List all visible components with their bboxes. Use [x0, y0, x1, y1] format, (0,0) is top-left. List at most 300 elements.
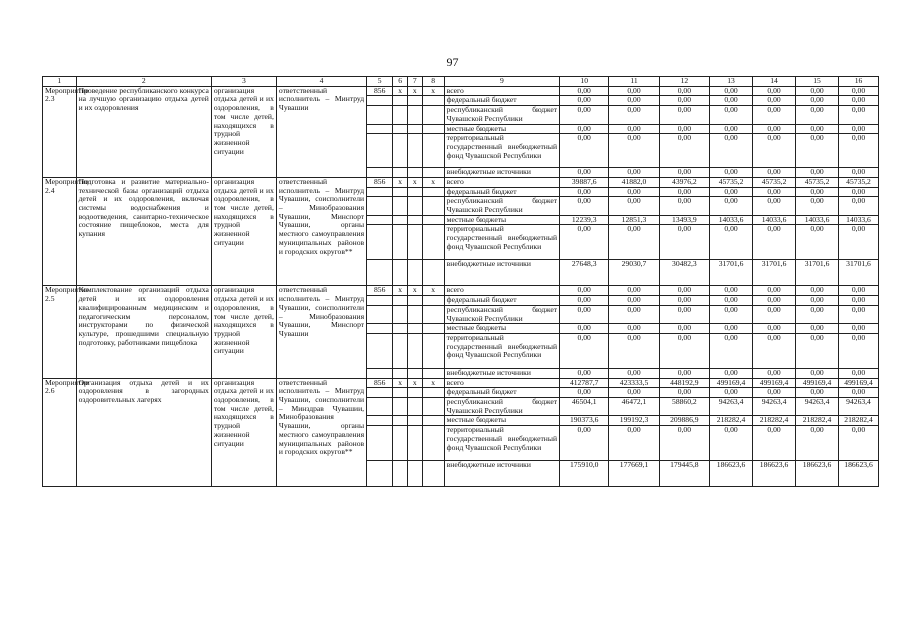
value-cell: 43976,2 — [659, 177, 709, 187]
value-cell: 0,00 — [796, 134, 839, 168]
code-x: x — [422, 286, 444, 296]
value-cell: 0,00 — [753, 124, 796, 134]
value-cell: 0,00 — [560, 368, 609, 378]
value-cell: 31701,6 — [839, 260, 879, 286]
empty-code-cell — [367, 461, 393, 487]
value-cell: 0,00 — [753, 187, 796, 197]
value-cell: 0,00 — [560, 305, 609, 323]
empty-code-cell — [422, 368, 444, 378]
empty-code-cell — [393, 168, 408, 178]
measure-description: Организация отдыха детей и их оздоровления в загородных оздоровительных лагерях — [76, 378, 211, 487]
value-cell: 0,00 — [609, 225, 659, 260]
empty-code-cell — [422, 96, 444, 106]
value-cell: 0,00 — [753, 305, 796, 323]
empty-code-cell — [422, 388, 444, 398]
value-cell: 0,00 — [659, 168, 709, 178]
value-cell: 0,00 — [560, 134, 609, 168]
value-cell: 30482,3 — [659, 260, 709, 286]
code-x: x — [393, 286, 408, 296]
funding-source: территориальный государственный внебюджетный фонд Чувашской Республики — [444, 134, 559, 168]
value-cell: 0,00 — [659, 368, 709, 378]
funding-source: территориальный государственный внебюджетный фонд Чувашской Республики — [444, 225, 559, 260]
measure-name: Мероприятие 2.6 — [43, 378, 77, 487]
value-cell: 94263,4 — [796, 398, 839, 416]
value-cell: 0,00 — [609, 86, 659, 96]
value-cell: 31701,6 — [796, 260, 839, 286]
value-cell: 0,00 — [753, 333, 796, 368]
value-cell: 0,00 — [659, 305, 709, 323]
empty-code-cell — [422, 305, 444, 323]
value-cell: 14033,6 — [753, 215, 796, 225]
empty-code-cell — [407, 96, 422, 106]
value-cell: 186623,6 — [710, 461, 753, 487]
empty-code-cell — [422, 416, 444, 426]
column-number: 11 — [609, 77, 659, 87]
empty-code-cell — [367, 187, 393, 197]
empty-code-cell — [393, 215, 408, 225]
funding-source: республиканский бюджет Чувашской Республики — [444, 106, 559, 124]
empty-code-cell — [393, 106, 408, 124]
value-cell: 0,00 — [710, 197, 753, 215]
value-cell: 412787,7 — [560, 378, 609, 388]
measure-participant: организация отдыха детей и их оздоровления, в том числе детей, находящихся в трудной жизненной ситуации — [211, 378, 276, 487]
empty-code-cell — [422, 187, 444, 197]
code-x: x — [407, 177, 422, 187]
empty-code-cell — [367, 324, 393, 334]
column-number: 1 — [43, 77, 77, 87]
budget-code: 856 — [367, 177, 393, 187]
value-cell: 94263,4 — [710, 398, 753, 416]
value-cell: 0,00 — [609, 96, 659, 106]
empty-code-cell — [422, 225, 444, 260]
value-cell: 0,00 — [560, 324, 609, 334]
value-cell: 0,00 — [839, 197, 879, 215]
empty-code-cell — [407, 426, 422, 461]
value-cell: 0,00 — [839, 305, 879, 323]
value-cell: 14033,6 — [710, 215, 753, 225]
value-cell: 0,00 — [560, 187, 609, 197]
value-cell: 0,00 — [839, 426, 879, 461]
value-cell: 0,00 — [753, 197, 796, 215]
empty-code-cell — [393, 260, 408, 286]
value-cell: 13493,9 — [659, 215, 709, 225]
funding-source: всего — [444, 177, 559, 187]
code-x: x — [422, 86, 444, 96]
value-cell: 0,00 — [609, 187, 659, 197]
value-cell: 0,00 — [659, 96, 709, 106]
value-cell: 0,00 — [796, 106, 839, 124]
empty-code-cell — [367, 398, 393, 416]
value-cell: 14033,6 — [796, 215, 839, 225]
empty-code-cell — [407, 168, 422, 178]
value-cell: 0,00 — [839, 96, 879, 106]
value-cell: 218282,4 — [839, 416, 879, 426]
table-body — [43, 77, 879, 487]
empty-code-cell — [367, 416, 393, 426]
value-cell: 0,00 — [609, 168, 659, 178]
empty-code-cell — [422, 124, 444, 134]
empty-code-cell — [393, 461, 408, 487]
value-cell: 499169,4 — [796, 378, 839, 388]
measure-executor: ответственный исполнитель – Минтруд Чувашии — [276, 86, 366, 177]
value-cell: 0,00 — [753, 296, 796, 306]
value-cell: 0,00 — [609, 106, 659, 124]
funding-source: республиканский бюджет Чувашской Республики — [444, 197, 559, 215]
empty-code-cell — [422, 398, 444, 416]
measure-executor: ответственный исполнитель – Минтруд Чувашии, соисполнители – Минздрав Чувашии, Минобразования Чувашии, органы местного самоуправления муниципальных районов и городских округов** — [276, 378, 366, 487]
column-number: 10 — [560, 77, 609, 87]
value-cell: 448192,9 — [659, 378, 709, 388]
value-cell: 14033,6 — [839, 215, 879, 225]
value-cell: 39887,6 — [560, 177, 609, 187]
value-cell: 0,00 — [609, 426, 659, 461]
empty-code-cell — [407, 197, 422, 215]
funding-source: республиканский бюджет Чувашской Республики — [444, 305, 559, 323]
value-cell: 45735,2 — [839, 177, 879, 187]
value-cell: 0,00 — [560, 286, 609, 296]
empty-code-cell — [393, 368, 408, 378]
budget-code: 856 — [367, 286, 393, 296]
value-cell: 0,00 — [796, 296, 839, 306]
measure-participant: организация отдыха детей и их оздоровления, в том числе детей, находящихся в трудной жизненной ситуации — [211, 286, 276, 378]
value-cell: 209886,9 — [659, 416, 709, 426]
value-cell: 0,00 — [609, 305, 659, 323]
empty-code-cell — [393, 197, 408, 215]
value-cell: 0,00 — [659, 134, 709, 168]
empty-code-cell — [407, 106, 422, 124]
empty-code-cell — [422, 461, 444, 487]
value-cell: 499169,4 — [839, 378, 879, 388]
empty-code-cell — [393, 296, 408, 306]
value-cell: 0,00 — [796, 225, 839, 260]
value-cell: 0,00 — [560, 333, 609, 368]
value-cell: 0,00 — [659, 333, 709, 368]
value-cell: 0,00 — [659, 187, 709, 197]
empty-code-cell — [407, 368, 422, 378]
value-cell: 0,00 — [609, 286, 659, 296]
empty-code-cell — [407, 124, 422, 134]
empty-code-cell — [422, 296, 444, 306]
table-row — [43, 177, 879, 187]
funding-source: федеральный бюджет — [444, 187, 559, 197]
value-cell: 31701,6 — [753, 260, 796, 286]
value-cell: 0,00 — [839, 388, 879, 398]
empty-code-cell — [367, 260, 393, 286]
empty-code-cell — [367, 96, 393, 106]
value-cell: 12239,3 — [560, 215, 609, 225]
empty-code-cell — [367, 426, 393, 461]
measure-name: Мероприятие 2.4 — [43, 177, 77, 286]
header-row — [43, 77, 879, 87]
empty-code-cell — [422, 106, 444, 124]
value-cell: 0,00 — [609, 368, 659, 378]
code-x: x — [393, 177, 408, 187]
column-number: 2 — [76, 77, 211, 87]
empty-code-cell — [407, 388, 422, 398]
funding-source: внебюджетные источники — [444, 260, 559, 286]
funding-source: всего — [444, 286, 559, 296]
empty-code-cell — [367, 134, 393, 168]
empty-code-cell — [367, 305, 393, 323]
value-cell: 0,00 — [710, 134, 753, 168]
value-cell: 218282,4 — [796, 416, 839, 426]
value-cell: 0,00 — [659, 286, 709, 296]
empty-code-cell — [422, 426, 444, 461]
empty-code-cell — [407, 260, 422, 286]
empty-code-cell — [407, 187, 422, 197]
value-cell: 0,00 — [710, 106, 753, 124]
value-cell: 218282,4 — [753, 416, 796, 426]
value-cell: 0,00 — [659, 106, 709, 124]
value-cell: 0,00 — [659, 388, 709, 398]
value-cell: 0,00 — [839, 296, 879, 306]
measure-participant: организация отдыха детей и их оздоровления, в том числе детей, находящихся в трудной жизненной ситуации — [211, 86, 276, 177]
value-cell: 0,00 — [659, 225, 709, 260]
value-cell: 0,00 — [796, 333, 839, 368]
value-cell: 186623,6 — [839, 461, 879, 487]
empty-code-cell — [367, 197, 393, 215]
value-cell: 0,00 — [753, 225, 796, 260]
value-cell: 0,00 — [839, 86, 879, 96]
empty-code-cell — [422, 168, 444, 178]
value-cell: 0,00 — [796, 305, 839, 323]
funding-source: местные бюджеты — [444, 215, 559, 225]
measure-participant: организация отдыха детей и их оздоровления, в том числе детей, находящихся в трудной жизненной ситуации — [211, 177, 276, 286]
value-cell: 0,00 — [796, 86, 839, 96]
empty-code-cell — [422, 260, 444, 286]
value-cell: 423333,5 — [609, 378, 659, 388]
value-cell: 0,00 — [609, 296, 659, 306]
value-cell: 0,00 — [659, 426, 709, 461]
empty-code-cell — [407, 324, 422, 334]
empty-code-cell — [393, 225, 408, 260]
empty-code-cell — [367, 388, 393, 398]
value-cell: 499169,4 — [710, 378, 753, 388]
value-cell: 31701,6 — [710, 260, 753, 286]
measure-name: Мероприятие 2.5 — [43, 286, 77, 378]
column-number: 4 — [276, 77, 366, 87]
value-cell: 0,00 — [753, 368, 796, 378]
value-cell: 0,00 — [710, 225, 753, 260]
value-cell: 0,00 — [839, 168, 879, 178]
code-x: x — [393, 378, 408, 388]
empty-code-cell — [367, 106, 393, 124]
value-cell: 46504,1 — [560, 398, 609, 416]
value-cell: 0,00 — [710, 388, 753, 398]
empty-code-cell — [367, 215, 393, 225]
empty-code-cell — [367, 225, 393, 260]
column-number: 9 — [444, 77, 559, 87]
empty-code-cell — [393, 398, 408, 416]
funding-source: местные бюджеты — [444, 416, 559, 426]
funding-source: федеральный бюджет — [444, 388, 559, 398]
value-cell: 58860,2 — [659, 398, 709, 416]
value-cell: 0,00 — [796, 197, 839, 215]
funding-source: всего — [444, 86, 559, 96]
value-cell: 0,00 — [609, 324, 659, 334]
empty-code-cell — [407, 461, 422, 487]
empty-code-cell — [393, 416, 408, 426]
empty-code-cell — [393, 324, 408, 334]
value-cell: 12851,3 — [609, 215, 659, 225]
empty-code-cell — [393, 187, 408, 197]
funding-source: территориальный государственный внебюджетный фонд Чувашской Республики — [444, 426, 559, 461]
value-cell: 0,00 — [609, 124, 659, 134]
value-cell: 0,00 — [710, 86, 753, 96]
value-cell: 0,00 — [753, 286, 796, 296]
funding-source: федеральный бюджет — [444, 96, 559, 106]
value-cell: 0,00 — [796, 187, 839, 197]
code-x: x — [422, 177, 444, 187]
value-cell: 218282,4 — [710, 416, 753, 426]
value-cell: 0,00 — [560, 388, 609, 398]
value-cell: 0,00 — [796, 426, 839, 461]
value-cell: 0,00 — [560, 426, 609, 461]
column-number: 12 — [659, 77, 709, 87]
value-cell: 0,00 — [796, 124, 839, 134]
empty-code-cell — [393, 124, 408, 134]
value-cell: 0,00 — [839, 106, 879, 124]
value-cell: 0,00 — [659, 197, 709, 215]
empty-code-cell — [367, 168, 393, 178]
budget-code: 856 — [367, 86, 393, 96]
value-cell: 0,00 — [659, 86, 709, 96]
empty-code-cell — [393, 333, 408, 368]
empty-code-cell — [367, 124, 393, 134]
empty-code-cell — [393, 305, 408, 323]
column-number: 6 — [393, 77, 408, 87]
funding-source: местные бюджеты — [444, 124, 559, 134]
value-cell: 94263,4 — [753, 398, 796, 416]
empty-code-cell — [422, 197, 444, 215]
value-cell: 0,00 — [839, 286, 879, 296]
column-number: 5 — [367, 77, 393, 87]
value-cell: 0,00 — [560, 96, 609, 106]
empty-code-cell — [367, 333, 393, 368]
value-cell: 175910,0 — [560, 461, 609, 487]
empty-code-cell — [407, 215, 422, 225]
empty-code-cell — [407, 398, 422, 416]
funding-source: местные бюджеты — [444, 324, 559, 334]
empty-code-cell — [367, 296, 393, 306]
value-cell: 0,00 — [753, 388, 796, 398]
value-cell: 0,00 — [839, 124, 879, 134]
column-number: 14 — [753, 77, 796, 87]
value-cell: 0,00 — [710, 187, 753, 197]
column-number: 7 — [407, 77, 422, 87]
column-number: 16 — [839, 77, 879, 87]
empty-code-cell — [393, 134, 408, 168]
value-cell: 0,00 — [839, 324, 879, 334]
value-cell: 190373,6 — [560, 416, 609, 426]
value-cell: 0,00 — [753, 134, 796, 168]
column-number: 15 — [796, 77, 839, 87]
empty-code-cell — [393, 426, 408, 461]
value-cell: 0,00 — [796, 96, 839, 106]
value-cell: 0,00 — [560, 86, 609, 96]
value-cell: 45735,2 — [796, 177, 839, 187]
value-cell: 179445,8 — [659, 461, 709, 487]
measure-description: Комплектование организаций отдыха детей и их оздоровления квалифицированным медицинским и педагогическим персоналом, инструкторами по физической культуре, прошедшими специальную подготовку, работниками пищеблока — [76, 286, 211, 378]
code-x: x — [407, 86, 422, 96]
value-cell: 0,00 — [560, 124, 609, 134]
value-cell: 0,00 — [753, 324, 796, 334]
funding-source: всего — [444, 378, 559, 388]
value-cell: 41882,0 — [609, 177, 659, 187]
value-cell: 0,00 — [609, 388, 659, 398]
funding-source: внебюджетные источники — [444, 368, 559, 378]
value-cell: 0,00 — [710, 305, 753, 323]
value-cell: 0,00 — [839, 368, 879, 378]
value-cell: 94263,4 — [839, 398, 879, 416]
funding-source: республиканский бюджет Чувашской Республики — [444, 398, 559, 416]
value-cell: 0,00 — [796, 286, 839, 296]
measure-executor: ответственный исполнитель – Минтруд Чувашии, соисполнители – Минобразования Чувашии, Минспорт Чувашии — [276, 286, 366, 378]
value-cell: 0,00 — [560, 197, 609, 215]
value-cell: 27648,3 — [560, 260, 609, 286]
value-cell: 45735,2 — [710, 177, 753, 187]
budget-code: 856 — [367, 378, 393, 388]
value-cell: 0,00 — [753, 106, 796, 124]
value-cell: 0,00 — [839, 333, 879, 368]
value-cell: 186623,6 — [753, 461, 796, 487]
value-cell: 45735,2 — [753, 177, 796, 187]
value-cell: 0,00 — [753, 86, 796, 96]
value-cell: 0,00 — [659, 124, 709, 134]
value-cell: 0,00 — [710, 368, 753, 378]
column-number: 13 — [710, 77, 753, 87]
funding-source: внебюджетные источники — [444, 461, 559, 487]
empty-code-cell — [422, 333, 444, 368]
code-x: x — [393, 86, 408, 96]
value-cell: 0,00 — [609, 333, 659, 368]
value-cell: 0,00 — [609, 134, 659, 168]
value-cell: 0,00 — [753, 426, 796, 461]
value-cell: 0,00 — [560, 296, 609, 306]
column-number: 8 — [422, 77, 444, 87]
empty-code-cell — [393, 96, 408, 106]
code-x: x — [407, 378, 422, 388]
value-cell: 0,00 — [560, 106, 609, 124]
value-cell: 0,00 — [796, 388, 839, 398]
empty-code-cell — [422, 134, 444, 168]
value-cell: 0,00 — [753, 96, 796, 106]
funding-source: внебюджетные источники — [444, 168, 559, 178]
value-cell: 186623,6 — [796, 461, 839, 487]
empty-code-cell — [407, 305, 422, 323]
empty-code-cell — [393, 388, 408, 398]
value-cell: 199192,3 — [609, 416, 659, 426]
value-cell: 46472,1 — [609, 398, 659, 416]
funding-source: федеральный бюджет — [444, 296, 559, 306]
value-cell: 0,00 — [710, 324, 753, 334]
value-cell: 0,00 — [796, 368, 839, 378]
value-cell: 0,00 — [659, 324, 709, 334]
measure-description: Подготовка и развитие материально-технической базы организаций отдыха детей и их оздоровления, включая системы водоснабжения и водоотведения, санитарно-техническое состояние пищеблоков, места для купания — [76, 177, 211, 286]
column-number: 3 — [211, 77, 276, 87]
value-cell: 0,00 — [659, 296, 709, 306]
funding-source: территориальный государственный внебюджетный фонд Чувашской Республики — [444, 333, 559, 368]
empty-code-cell — [407, 333, 422, 368]
empty-code-cell — [367, 368, 393, 378]
empty-code-cell — [407, 134, 422, 168]
value-cell: 0,00 — [710, 96, 753, 106]
value-cell: 0,00 — [710, 333, 753, 368]
value-cell: 0,00 — [753, 168, 796, 178]
value-cell: 29030,7 — [609, 260, 659, 286]
page-number: 97 — [446, 55, 459, 69]
value-cell: 0,00 — [796, 168, 839, 178]
